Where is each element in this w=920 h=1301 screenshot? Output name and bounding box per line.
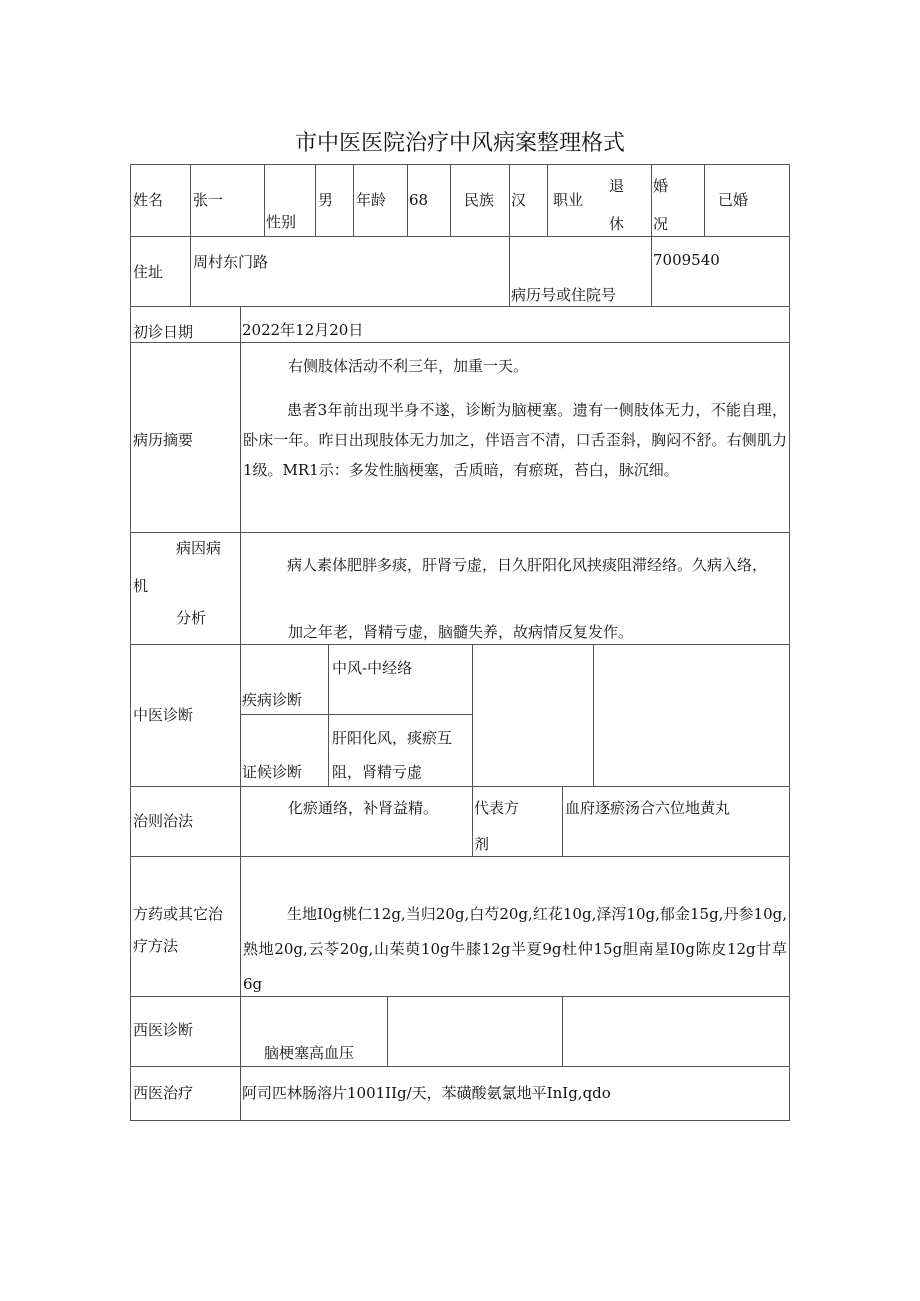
western-tx-label: 西医治疗 [133, 1084, 194, 1102]
job-label: 职业 [553, 191, 584, 209]
history-detail: 患者3年前出现半身不遂，诊断为脑梗塞。遗有一侧肢体无力，不能自理，卧床一年。昨日出现肢体无力加之，伴语言不清，口舌歪斜，胸闷不舒。右侧肌力1级。MR1示：多发性脑梗塞，舌质暗，有瘀斑，苔白，脉沉细。 [243, 401, 787, 479]
page-title: 市中医医院治疗中风病案整理格式 [294, 131, 625, 156]
col-divider [651, 164, 652, 306]
prescription-text: 生地I0g桃仁12g,当归20g,白芍20g,红花10g,泽泻10g,郁金15g,丹参10g,熟地20g,云苓20g,山茱萸10g牛膝12g半夏9g杜仲15g胆南星I0g陈皮12g甘草6g [243, 905, 787, 993]
table-border [130, 1120, 790, 1121]
col-divider [562, 996, 563, 1066]
col-divider [509, 164, 510, 306]
col-divider [547, 164, 548, 236]
date-label: 初诊日期 [133, 323, 194, 341]
prescription-label: 方药或其它治 [133, 905, 224, 923]
col-divider [450, 164, 451, 236]
chief-complaint: 右侧肢体活动不利三年，加重一天。 [288, 357, 529, 375]
col-divider [593, 644, 594, 786]
formula-label: 代表方 [474, 799, 520, 817]
etiology-label: 病因病 [176, 539, 222, 557]
row-divider [130, 786, 790, 787]
col-divider [315, 164, 316, 236]
col-divider [240, 306, 241, 1120]
row-divider [130, 236, 790, 237]
etiology-text: 加之年老，肾精亏虚，脑髓失养，故病情反复发作。 [288, 623, 634, 641]
date-value: 2022年12月20日 [242, 321, 364, 339]
marital-label: 况 [653, 215, 669, 233]
etiology-text: 病人素体肥胖多痰，肝肾亏虚，日久肝阳化风挟痰阻滞经络。久病入络， [287, 556, 768, 574]
row-divider [130, 856, 790, 857]
disease-label: 疾病诊断 [242, 691, 303, 709]
col-divider [387, 996, 388, 1066]
western-dx-value: 脑梗塞高血压 [264, 1044, 355, 1062]
col-divider [562, 786, 563, 856]
record-label: 病历号或住院号 [511, 286, 617, 304]
age-label: 年龄 [356, 191, 387, 209]
ethnicity-label: 民族 [464, 191, 495, 209]
sex-label: 性别 [266, 213, 297, 231]
ethnicity-value: 汉 [511, 191, 527, 209]
row-divider [130, 644, 790, 645]
table-border [789, 164, 790, 1120]
disease-value: 中风-中经络 [332, 659, 413, 677]
address-label: 住址 [133, 263, 164, 281]
row-divider [130, 306, 790, 307]
row-divider [130, 532, 790, 533]
syndrome-value: 肝阳化风，痰瘀互 [332, 729, 453, 747]
western-dx-label: 西医诊断 [133, 1021, 194, 1039]
col-divider [353, 164, 354, 236]
col-divider [472, 644, 473, 856]
treatment-principle: 化瘀通络，补肾益精。 [288, 799, 439, 817]
history-label: 病历摘要 [133, 431, 194, 449]
sex-value: 男 [318, 191, 334, 209]
formula-value: 血府逐瘀汤合六位地黄丸 [565, 799, 731, 817]
row-divider [130, 1066, 790, 1067]
prescription-label: 疗方法 [133, 937, 179, 955]
row-divider [240, 714, 472, 715]
col-divider [264, 164, 265, 236]
western-tx-value: 阿司匹林肠溶片1001IIg/天，苯磺酸氨氯地平InIg,qdo [242, 1084, 611, 1102]
syndrome-label: 证候诊断 [242, 763, 303, 781]
col-divider [328, 644, 329, 786]
job-value: 休 [609, 215, 625, 233]
tcm-label: 中医诊断 [133, 706, 194, 724]
syndrome-value: 阻，肾精亏虚 [332, 763, 423, 781]
name-value: 张一 [193, 191, 224, 209]
table-border [130, 164, 790, 165]
col-divider [407, 164, 408, 236]
col-divider [704, 164, 705, 236]
formula-label: 剂 [474, 835, 490, 853]
treatment-label: 治则治法 [133, 812, 194, 830]
table-border [130, 164, 131, 1120]
etiology-label: 分析 [176, 609, 207, 627]
address-value: 周村东门路 [193, 253, 269, 271]
age-value: 68 [409, 191, 429, 209]
job-value: 退 [609, 177, 625, 195]
record-number: 7009540 [653, 251, 720, 269]
marital-label: 婚 [653, 177, 669, 195]
name-label: 姓名 [133, 191, 164, 209]
etiology-label: 机 [133, 577, 149, 595]
col-divider [190, 164, 191, 306]
marital-value: 已婚 [718, 191, 749, 209]
row-divider [130, 342, 790, 343]
